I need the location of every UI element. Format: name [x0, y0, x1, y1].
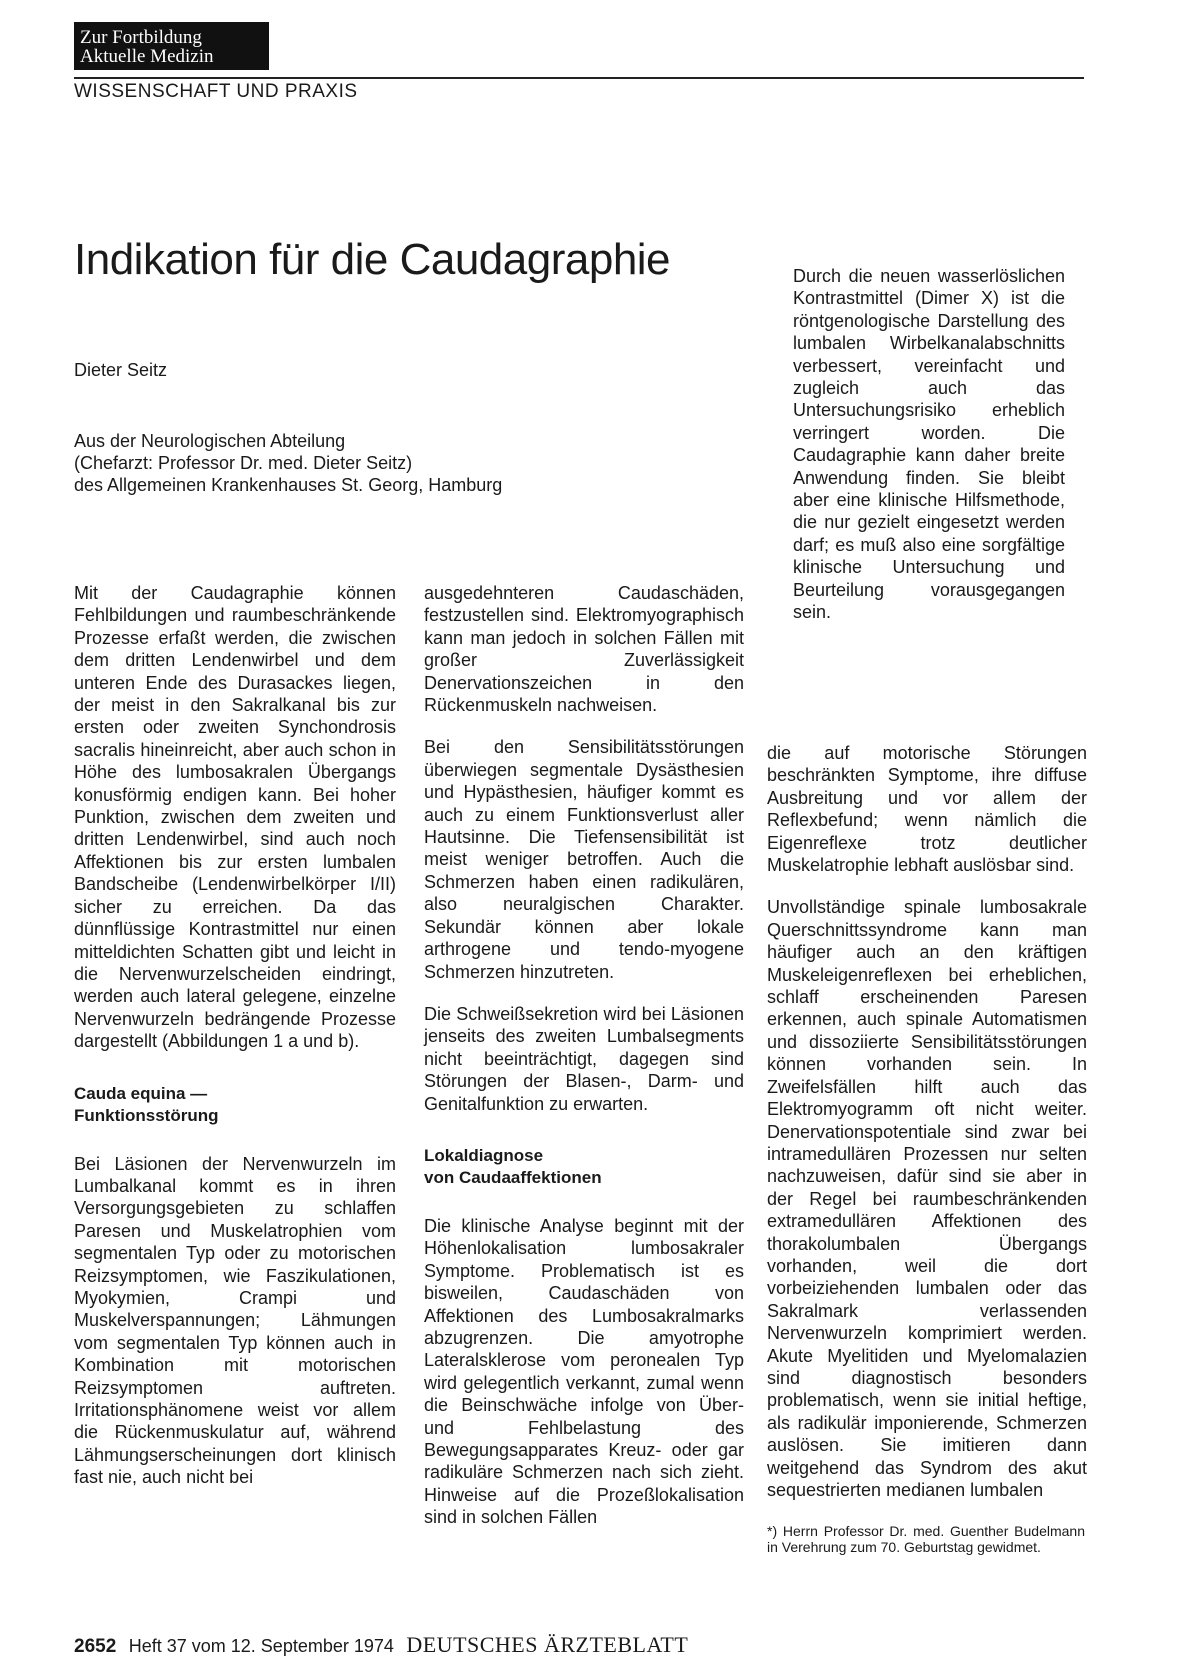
abstract-column [793, 265, 1065, 624]
footnote: *) Herrn Professor Dr. med. Guenther Budelmann in Verehrung zum 70. Geburtstag gewidmet. [767, 1523, 1085, 1555]
page-number: 2652 [74, 1636, 117, 1657]
body-paragraph: Bei den Sensibilitätsstörungen überwiegen segmentale Dysästhesien und Hypästhesien, häufiger kommt es auch zu einem Funktionsverlust aller Hautsinne. Die Tiefensensibilität ist meist weniger betroffen. Auch die Schmerzen haben einen radikulären, also neuralgischen Charakter. Sekundär können aber lokale arthrogene und tendo-myogene Schmerzen hinzutreten. [424, 737, 744, 982]
section-label: WISSENSCHAFT UND PRAXIS [74, 81, 358, 102]
heading-line: Funktionsstörung [74, 1105, 219, 1125]
author-affiliation [74, 430, 502, 496]
body-paragraph: Die klinische Analyse beginnt mit der Höhenlokalisation lumbosakraler Symptome. Problematisch ist es bisweilen, Caudaschäden von Affektionen des Lumbosakralmarks abzugrenzen. Die amyotrophe Lateralsklerose vom peronealen Typ wird gelegentlich verkannt, zumal wenn die Beinschwäche infolge von Über- und Fehlbelastung des Bewegungsapparates Kreuz- oder gar radikuläre Schmerzen nach sich zieht. Hinweise auf die Prozeßlokalisation sind in solchen Fällen [424, 1215, 744, 1528]
category-badge [74, 22, 269, 70]
article-title: Indikation für die Caudagraphie [74, 235, 671, 284]
page-footer [74, 1632, 688, 1658]
body-paragraph: ausgedehnteren Caudaschäden, festzustellen sind. Elektromyographisch kann man jedoch in solchen Fällen mit großer Zuverlässigkeit Denervationszeichen in den Rückenmuskeln nachweisen. [424, 583, 744, 716]
section-heading [424, 1145, 744, 1189]
badge-line-1: Zur Fortbildung [80, 27, 202, 48]
heading-line: Cauda equina — [74, 1083, 208, 1103]
issue-info: Heft 37 vom 12. September 1974 [128, 1636, 394, 1656]
body-column-2 [424, 582, 744, 1529]
body-column-3 [767, 742, 1087, 1501]
affiliation-line: Aus der Neurologischen Abteilung [74, 431, 346, 451]
affiliation-line: des Allgemeinen Krankenhauses St. Georg, Hamburg [74, 475, 503, 495]
body-paragraph: Bei Läsionen der Nervenwurzeln im Lumbalkanal kommt es in ihren Versorgungsgebieten zu schlaffen Paresen und Muskelatrophien vom segmentalen Typ oder zu motorischen Reizsymptomen, wie Faszikulationen, Myokymien, Crampi und Muskelverspannungen; Lähmungen vom segmentalen Typ können auch in Kombination mit motorischen Reizsymptomen auftreten. Irritationsphänomene weist vor allem die Rückenmuskulatur auf, während Lähmungserscheinungen dort klinisch fast nie, auch nicht bei [74, 1153, 396, 1488]
body-paragraph: Mit der Caudagraphie können Fehlbildungen und raumbeschränkende Prozesse erfaßt werden, die zwischen dem dritten Lendenwirbel und dem unteren Ende des Durasackes liegen, der meist in den Sakralkanal bis zur ersten oder zweiten Synchondrosis sacralis hineinreicht, aber auch schon in Höhe des lumbosakralen Übergangs konusförmig endigen kann. Bei hoher Punktion, zwischen dem zweiten und dritten Lendenwirbel, sind auch noch Affektionen bis zur ersten lumbalen Bandscheibe (Lendenwirbelkörper I/II) sicher zu erreichen. Da das dünnflüssige Kontrastmittel nur einen mitteldichten Schatten gibt und leicht in die Nervenwurzelscheiden eindringt, werden auch lateral gelegene, einzelne Nervenwurzeln bedrängende Prozesse dargestellt (Abbildungen 1 a und b). [74, 583, 396, 1052]
body-paragraph: die auf motorische Störungen beschränkten Symptome, ihre diffuse Ausbreitung und vor allem der Reflexbefund; wenn nämlich die Eigenreflexe trotz deutlicher Muskelatrophie lebhaft auslösbar sind. [767, 743, 1087, 876]
body-paragraph: Die Schweißsekretion wird bei Läsionen jenseits des zweiten Lumbalsegments nicht beeinträchtigt, dagegen sind Störungen der Blasen-, Darm- und Genitalfunktion zu erwarten. [424, 1003, 744, 1114]
badge-line-2: Aktuelle Medizin [80, 46, 214, 67]
header-rule [74, 77, 1084, 79]
heading-line: Lokaldiagnose [424, 1145, 544, 1165]
journal-name: DEUTSCHES ÄRZTEBLATT [406, 1632, 689, 1657]
body-paragraph: Unvollständige spinale lumbosakrale Querschnittssyndrome kann man häufiger auch an den kräftigen Muskeleigenreflexen bei erheblichen, schlaff erscheinenden Paresen erkennen, auch spinale Automatismen und dissoziierte Sensibilitätsstörungen können vorhanden sein. In Zweifelsfällen hilft auch das Elektromyogramm oft nicht weiter. Denervationspotentiale sind zwar bei intramedullären Prozessen nur selten nachzuweisen, dafür sind sie aber in der Regel bei raumbeschränkenden extramedullären Affektionen des thorakolumbalen Übergangs vorhanden, weil die dort vorbeiziehenden lumbalen oder das Sakralmark verlassenden Nervenwurzeln komprimiert werden. Akute Myelitiden und Myelomalazien sind diagnostisch besonders problematisch, wenn sie initial heftige, als radikulär imponierende, Schmerzen auslösen. Sie imitieren dann weitgehend das Syndrom des akut sequestrierten medianen lumbalen [767, 897, 1087, 1500]
heading-line: von Caudaaffektionen [424, 1167, 602, 1187]
body-column-1 [74, 582, 396, 1489]
abstract-paragraph: Durch die neuen wasserlöslichen Kontrastmittel (Dimer X) ist die röntgenologische Darstellung des lumbalen Wirbelkanalabschnitts verbessert, vereinfacht und zugleich auch das Untersuchungsrisiko erheblich verringert worden. Die Caudagraphie kann daher breite Anwendung finden. Sie bleibt aber eine klinische Hilfsmethode, die nur gezielt eingesetzt werden darf; es muß also eine sorgfältige klinische Untersuchung und Beurteilung vorausgegangen sein. [793, 266, 1065, 623]
section-heading [74, 1083, 396, 1127]
affiliation-line: (Chefarzt: Professor Dr. med. Dieter Seitz) [74, 453, 413, 473]
article-author: Dieter Seitz [74, 360, 168, 380]
